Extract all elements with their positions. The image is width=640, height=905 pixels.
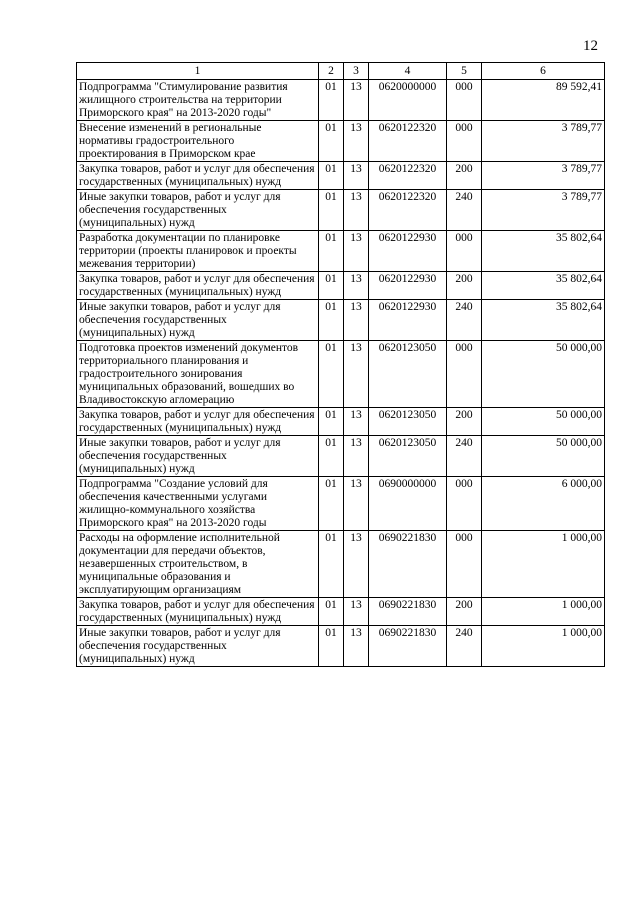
row-amount-cell: 1 000,00: [482, 626, 605, 667]
table-body: [77, 80, 605, 667]
row-section-cell: 01: [319, 121, 344, 162]
row-section-cell: 01: [319, 436, 344, 477]
table-row: [77, 272, 605, 300]
row-section-cell: 01: [319, 477, 344, 531]
row-section-cell: 01: [319, 341, 344, 408]
table-row: [77, 231, 605, 272]
row-amount-cell: 1 000,00: [482, 598, 605, 626]
row-target-cell: 0690000000: [369, 477, 447, 531]
row-expense-type-cell: 240: [447, 190, 482, 231]
row-expense-type-cell: 000: [447, 341, 482, 408]
header-cell-name: 1: [77, 63, 319, 80]
row-name-cell: Закупка товаров, работ и услуг для обеспечения государственных (муниципальных) нужд: [77, 272, 319, 300]
row-subsection-cell: 13: [344, 121, 369, 162]
table-row: [77, 162, 605, 190]
row-section-cell: 01: [319, 231, 344, 272]
table-row: [77, 341, 605, 408]
row-amount-cell: 1 000,00: [482, 531, 605, 598]
row-expense-type-cell: 000: [447, 477, 482, 531]
row-section-cell: 01: [319, 626, 344, 667]
row-expense-type-cell: 200: [447, 272, 482, 300]
row-name-cell: Разработка документации по планировке территории (проекты планировок и проекты межевания территории): [77, 231, 319, 272]
row-amount-cell: 3 789,77: [482, 190, 605, 231]
row-name-cell: Иные закупки товаров, работ и услуг для обеспечения государственных (муниципальных) нужд: [77, 300, 319, 341]
row-expense-type-cell: 000: [447, 121, 482, 162]
row-target-cell: 0620123050: [369, 408, 447, 436]
row-subsection-cell: 13: [344, 162, 369, 190]
header-cell-amount: 6: [482, 63, 605, 80]
row-target-cell: 0620123050: [369, 436, 447, 477]
row-name-cell: Иные закупки товаров, работ и услуг для обеспечения государственных (муниципальных) нужд: [77, 190, 319, 231]
row-name-cell: Закупка товаров, работ и услуг для обеспечения государственных (муниципальных) нужд: [77, 162, 319, 190]
row-section-cell: 01: [319, 598, 344, 626]
row-expense-type-cell: 200: [447, 598, 482, 626]
row-target-cell: 0620122930: [369, 300, 447, 341]
table-row: [77, 598, 605, 626]
row-name-cell: Подпрограмма "Создание условий для обеспечения качественными услугами жилищно-коммунального хозяйства Приморского края" на 2013-2020 годы: [77, 477, 319, 531]
budget-table: [76, 62, 605, 667]
row-target-cell: 0690221830: [369, 598, 447, 626]
row-amount-cell: 3 789,77: [482, 121, 605, 162]
table-header-row: [77, 63, 605, 80]
row-name-cell: Внесение изменений в региональные нормативы градостроительного проектирования в Приморском крае: [77, 121, 319, 162]
row-subsection-cell: 13: [344, 231, 369, 272]
row-expense-type-cell: 000: [447, 231, 482, 272]
row-name-cell: Иные закупки товаров, работ и услуг для обеспечения государственных (муниципальных) нужд: [77, 626, 319, 667]
header-cell-subsection: 3: [344, 63, 369, 80]
row-subsection-cell: 13: [344, 272, 369, 300]
row-amount-cell: 50 000,00: [482, 408, 605, 436]
row-amount-cell: 35 802,64: [482, 231, 605, 272]
row-target-cell: 0620122320: [369, 190, 447, 231]
table-row: [77, 531, 605, 598]
row-amount-cell: 35 802,64: [482, 300, 605, 341]
table-row: [77, 436, 605, 477]
row-amount-cell: 6 000,00: [482, 477, 605, 531]
row-section-cell: 01: [319, 272, 344, 300]
row-section-cell: 01: [319, 531, 344, 598]
row-subsection-cell: 13: [344, 80, 369, 121]
header-cell-expense-type: 5: [447, 63, 482, 80]
table-row: [77, 121, 605, 162]
row-name-cell: Подпрограмма "Стимулирование развития жилищного строительства на территории Приморского края" на 2013-2020 годы": [77, 80, 319, 121]
row-target-cell: 0620122320: [369, 121, 447, 162]
row-subsection-cell: 13: [344, 598, 369, 626]
row-name-cell: Подготовка проектов изменений документов территориального планирования и градостроительного зонирования муниципальных образований, вошедших во Владивостокскую агломерацию: [77, 341, 319, 408]
row-amount-cell: 89 592,41: [482, 80, 605, 121]
row-expense-type-cell: 240: [447, 300, 482, 341]
row-target-cell: 0620122320: [369, 162, 447, 190]
row-target-cell: 0620122930: [369, 231, 447, 272]
row-target-cell: 0690221830: [369, 626, 447, 667]
row-amount-cell: 50 000,00: [482, 341, 605, 408]
header-cell-section: 2: [319, 63, 344, 80]
row-section-cell: 01: [319, 300, 344, 341]
table-row: [77, 190, 605, 231]
table-row: [77, 408, 605, 436]
row-expense-type-cell: 000: [447, 531, 482, 598]
row-expense-type-cell: 200: [447, 408, 482, 436]
table-row: [77, 626, 605, 667]
table-row: [77, 300, 605, 341]
row-subsection-cell: 13: [344, 531, 369, 598]
header-cell-target: 4: [369, 63, 447, 80]
row-section-cell: 01: [319, 162, 344, 190]
row-target-cell: 0620123050: [369, 341, 447, 408]
row-target-cell: 0620122930: [369, 272, 447, 300]
row-subsection-cell: 13: [344, 626, 369, 667]
row-expense-type-cell: 240: [447, 436, 482, 477]
row-section-cell: 01: [319, 80, 344, 121]
row-amount-cell: 3 789,77: [482, 162, 605, 190]
row-section-cell: 01: [319, 190, 344, 231]
row-expense-type-cell: 000: [447, 80, 482, 121]
row-name-cell: Иные закупки товаров, работ и услуг для обеспечения государственных (муниципальных) нужд: [77, 436, 319, 477]
row-subsection-cell: 13: [344, 436, 369, 477]
row-name-cell: Закупка товаров, работ и услуг для обеспечения государственных (муниципальных) нужд: [77, 598, 319, 626]
row-name-cell: Закупка товаров, работ и услуг для обеспечения государственных (муниципальных) нужд: [77, 408, 319, 436]
row-subsection-cell: 13: [344, 408, 369, 436]
row-name-cell: Расходы на оформление исполнительной документации для передачи объектов, незавершенных строительством, в муниципальные образования и эксплуатирующим организациям: [77, 531, 319, 598]
page-number: 12: [583, 38, 598, 54]
table-row: [77, 477, 605, 531]
row-target-cell: 0620000000: [369, 80, 447, 121]
row-section-cell: 01: [319, 408, 344, 436]
row-expense-type-cell: 240: [447, 626, 482, 667]
row-subsection-cell: 13: [344, 190, 369, 231]
row-subsection-cell: 13: [344, 477, 369, 531]
row-amount-cell: 50 000,00: [482, 436, 605, 477]
row-target-cell: 0690221830: [369, 531, 447, 598]
row-subsection-cell: 13: [344, 341, 369, 408]
row-amount-cell: 35 802,64: [482, 272, 605, 300]
table-row: [77, 80, 605, 121]
row-subsection-cell: 13: [344, 300, 369, 341]
row-expense-type-cell: 200: [447, 162, 482, 190]
